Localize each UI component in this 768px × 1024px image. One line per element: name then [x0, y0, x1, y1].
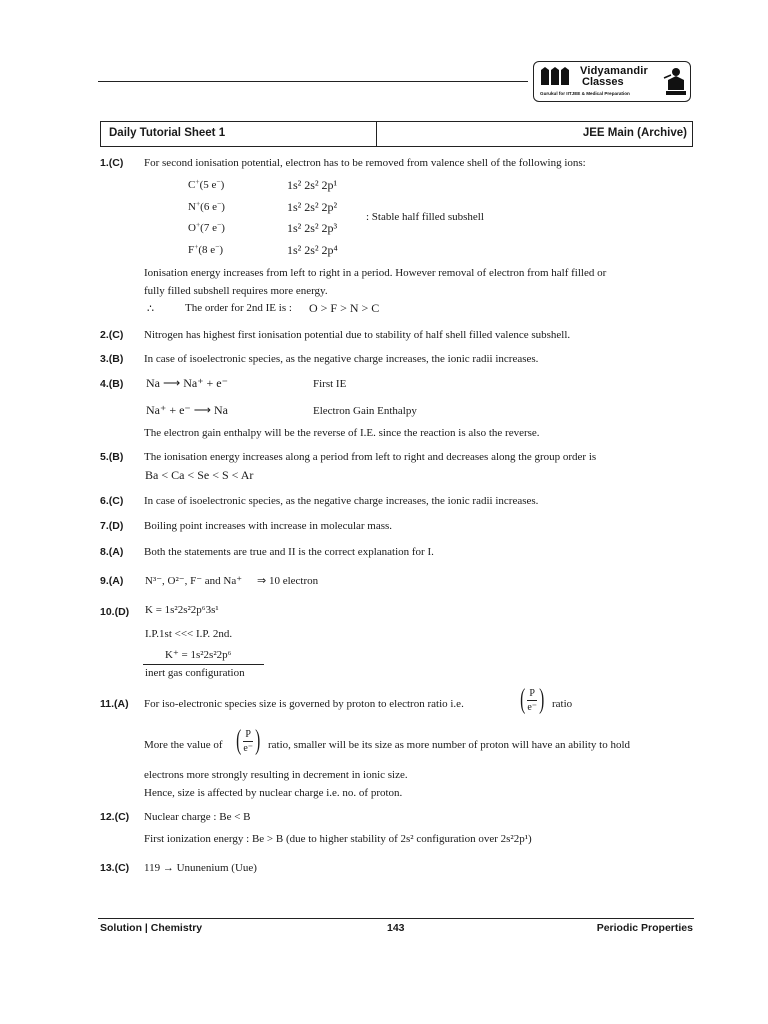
answer-number-6: 6.(C)	[100, 495, 124, 507]
q9-result: ⇒ 10 electron	[257, 575, 319, 587]
q11-line3: electrons more strongly resulting in decrement in ionic size.	[144, 769, 408, 781]
logo-tagline: Gurukul for IITJEE & Medical Preparation	[540, 91, 630, 96]
ion-config: 1s² 2s² 2p²	[287, 200, 338, 214]
q10-ip-compare: I.P.1st <<< I.P. 2nd.	[145, 628, 233, 640]
ion-row: C+(5 e−)	[188, 176, 225, 191]
q7-text: Boiling point increases with increase in molecular mass.	[144, 520, 393, 532]
therefore-symbol: ∴	[147, 303, 154, 315]
answer-number-13: 13.(C)	[100, 862, 130, 874]
q5-order: Ba < Ca < Se < S < Ar	[145, 468, 254, 482]
footer-chapter: Periodic Properties	[596, 922, 693, 934]
q10-ion-config: K⁺ = 1s²2s²2p⁶	[165, 649, 232, 661]
proton-electron-ratio: ( $\frac{P}{e^-}$ )	[236, 725, 261, 756]
answer-number-4: 4.(B)	[100, 378, 124, 390]
equation-label-1: First IE	[313, 378, 347, 390]
q8-text: Both the statements are true and II is the correct explanation for I.	[144, 546, 434, 558]
vidyamandir-logo	[533, 61, 691, 102]
footer-subject: Solution | Chemistry	[100, 922, 203, 934]
sheet-title: Daily Tutorial Sheet 1	[101, 122, 377, 146]
q12-line1: Nuclear charge : Be < B	[144, 811, 251, 823]
q9-species: N³⁻, O²⁻, F⁻ and Na⁺	[145, 575, 243, 587]
header-rule	[98, 81, 528, 82]
answer-number-11: 11.(A)	[100, 698, 129, 710]
q1-explain-1: Ionisation energy increases from left to right in a period. However removal of electron from half filled or	[144, 267, 607, 279]
q6-text: In case of isoelectronic species, as the negative charge increases, the ionic radii increases.	[144, 495, 539, 507]
equation-ionisation: Na ⟶ Na⁺ + e⁻	[146, 376, 228, 390]
answer-number-8: 8.(A)	[100, 546, 124, 558]
equation-label-2: Electron Gain Enthalpy	[313, 405, 417, 417]
answer-number-2: 2.(C)	[100, 329, 124, 341]
ratio-denominator: e⁻	[243, 742, 254, 754]
ion-config: 1s² 2s² 2p¹	[287, 178, 338, 192]
book-icon	[540, 67, 578, 87]
ion-row: O+(7 e−)	[188, 219, 225, 234]
ion-config: 1s² 2s² 2p⁴	[287, 243, 338, 257]
archive-label: JEE Main (Archive)	[582, 127, 687, 139]
answer-number-3: 3.(B)	[100, 353, 124, 365]
sheet-header	[100, 121, 693, 147]
ratio-denominator: e⁻	[527, 701, 538, 713]
ion-config: 1s² 2s² 2p³	[287, 221, 338, 235]
half-filled-note: : Stable half filled subshell	[366, 211, 484, 223]
q13-text: 119 → Ununenium (Uue)	[144, 862, 257, 874]
ion-row: N+(6 e−)	[188, 198, 225, 213]
order-label: The order for 2nd IE is :	[185, 302, 292, 314]
q11-line1: For iso-electronic species size is governed by proton to electron ratio i.e.	[144, 698, 464, 710]
logo-name-line2: Classes	[582, 76, 624, 88]
q11-line2-start: More the value of	[144, 739, 223, 751]
page-number: 143	[387, 922, 405, 934]
order-value: O > F > N > C	[309, 301, 380, 315]
footer-rule	[98, 918, 694, 919]
q11-line4: Hence, size is affected by nuclear charge i.e. no. of proton.	[144, 787, 403, 799]
q11-line2-end: ratio, smaller will be its size as more number of proton will have an ability to hold	[268, 739, 631, 751]
ratio-numerator: P	[529, 687, 535, 699]
q2-text: Nitrogen has highest first ionisation potential due to stability of half shell filled valence subshell.	[144, 329, 571, 341]
q1-explain-2: fully filled subshell requires more energy.	[144, 285, 328, 297]
answer-number-5: 5.(B)	[100, 451, 124, 463]
answer-number-12: 12.(C)	[100, 811, 130, 823]
ion-row: F+(8 e−)	[188, 241, 224, 256]
answer-number-10: 10.(D)	[100, 606, 130, 618]
q12-line2: First ionization energy : Be > B (due to higher stability of 2s² configuration over 2s²2p¹)	[144, 833, 532, 845]
answer-number-1: 1.(C)	[100, 157, 124, 169]
logo-name-line1: Vidyamandir	[580, 65, 649, 77]
q10-gas-label: inert gas configuration	[145, 667, 245, 679]
q1-intro: For second ionisation potential, electron has to be removed from valence shell of the following ions:	[144, 157, 586, 169]
q5-text: The ionisation energy increases along a period from left to right and decreases along the group order is	[144, 451, 597, 463]
q11-ratio-word: ratio	[552, 698, 573, 710]
answer-number-9: 9.(A)	[100, 575, 124, 587]
q4-note: The electron gain enthalpy will be the reverse of I.E. since the reaction is also the reverse.	[144, 427, 540, 439]
fraction-rule	[143, 664, 264, 665]
proton-electron-ratio: ( $\frac{P}{e^-}$ )	[520, 684, 545, 715]
equation-gain: Na⁺ + e⁻ ⟶ Na	[146, 403, 228, 417]
q10-config: K = 1s²2s²2p⁶3s¹	[145, 604, 219, 616]
answer-number-7: 7.(D)	[100, 520, 124, 532]
ratio-numerator: P	[245, 728, 251, 740]
q3-text: In case of isoelectronic species, as the negative charge increases, the ionic radii increases.	[144, 353, 539, 365]
scholar-icon	[662, 66, 688, 98]
